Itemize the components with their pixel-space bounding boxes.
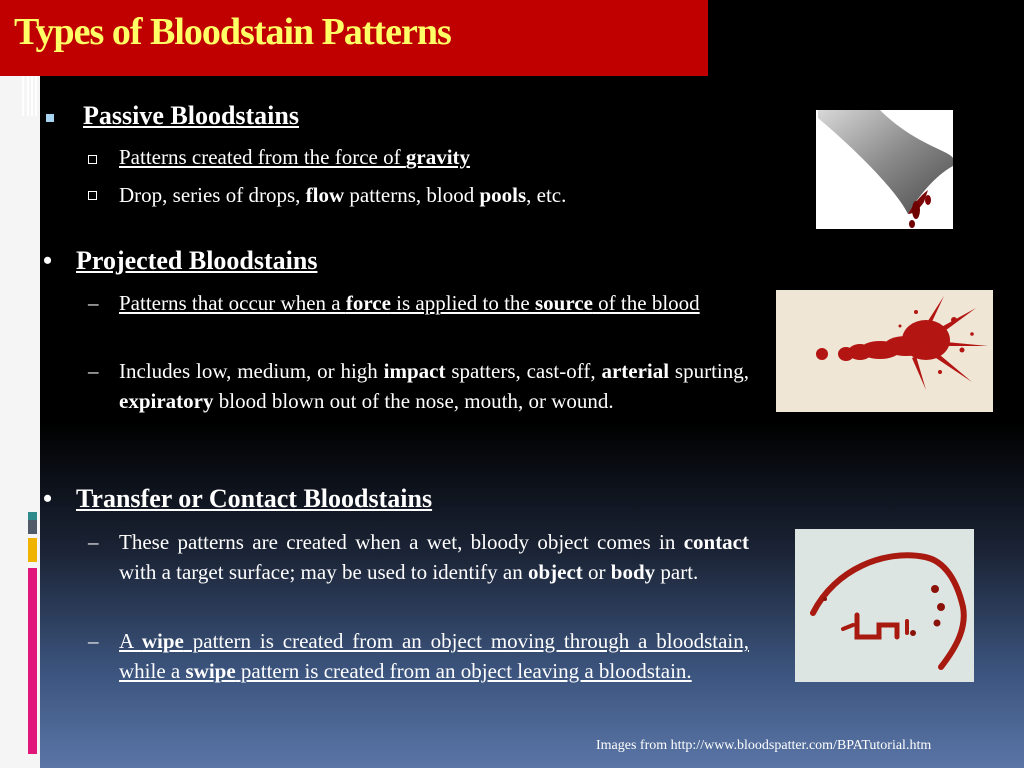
text-segment: Drop, series of drops,	[119, 183, 306, 207]
passive-heading: Passive Bloodstains	[83, 101, 299, 130]
bold-term-body: body	[610, 560, 656, 584]
text-segment: Patterns that occur when a	[119, 291, 346, 315]
decor-line-2	[27, 76, 29, 116]
hollow-square-bullet-icon	[88, 191, 97, 200]
bold-term-swipe: swipe	[185, 659, 236, 683]
transfer-heading: Transfer or Contact Bloodstains	[76, 484, 433, 513]
knife-drip-photo	[816, 110, 953, 229]
bold-term-wipe: wipe	[141, 629, 184, 653]
transfer-pattern-photo	[795, 529, 974, 682]
text-segment: blood blown out of the nose, mouth, or wound.	[213, 389, 614, 413]
text-segment: Patterns created from the force of	[119, 145, 406, 169]
bold-term-contact: contact	[683, 530, 749, 554]
bold-term-impact: impact	[383, 359, 446, 383]
decor-line-1	[22, 76, 24, 116]
passive-bullet-drops	[119, 180, 566, 210]
bold-term-flow: flow	[305, 183, 345, 207]
bullet-dot-icon: •	[43, 484, 53, 513]
bold-term-object: object	[527, 560, 583, 584]
projected-bullet-force	[119, 288, 749, 318]
decor-line-3	[31, 76, 33, 116]
bullet-dot-icon: •	[43, 246, 53, 275]
bold-term-arterial: arterial	[601, 359, 670, 383]
bold-term-pools: pools	[479, 183, 527, 207]
bold-term-expiratory: expiratory	[119, 389, 214, 413]
decor-line-4	[35, 76, 37, 116]
dash-bullet-icon: –	[88, 629, 99, 653]
bold-term-force: force	[345, 291, 391, 315]
image-credit: Images from http://www.bloodspatter.com/BPATutorial.htm	[596, 738, 932, 753]
projected-heading: Projected Bloodstains	[76, 246, 318, 275]
text-segment: with a target surface; may be used to identify an	[119, 560, 528, 584]
transfer-bullet-wipe-swipe	[119, 626, 749, 686]
square-bullet-icon	[46, 114, 54, 122]
transfer-stain-icon	[795, 529, 974, 682]
knife-blade-icon	[816, 110, 953, 229]
text-segment: pattern is created from an object moving through a bloodstain, while a	[119, 629, 749, 683]
transfer-bullet-contact	[119, 527, 749, 587]
accent-yellow	[28, 538, 37, 562]
passive-bullet-gravity	[119, 142, 470, 172]
accent-magenta	[28, 568, 37, 754]
bold-term-gravity: gravity	[405, 145, 471, 169]
dash-bullet-icon: –	[88, 291, 99, 315]
bold-term-source: source	[534, 291, 593, 315]
text-segment: of the blood	[592, 291, 700, 315]
dash-bullet-icon: –	[88, 359, 99, 383]
text-segment: , etc.	[526, 183, 567, 207]
text-segment: part.	[655, 560, 699, 584]
hollow-square-bullet-icon	[88, 155, 97, 164]
text-segment: patterns, blood	[344, 183, 480, 207]
text-segment: is applied to the	[390, 291, 535, 315]
text-segment: A	[119, 629, 142, 653]
dash-bullet-icon: –	[88, 530, 99, 554]
text-segment: spurting,	[669, 359, 749, 383]
projected-spatter-photo	[776, 290, 993, 412]
text-segment: These patterns are created when a wet, bloody object comes in	[119, 530, 684, 554]
spatter-stain-icon	[776, 290, 993, 412]
text-segment: spatters, cast-off,	[445, 359, 602, 383]
text-segment: Includes low, medium, or high	[119, 359, 384, 383]
text-segment: or	[582, 560, 611, 584]
accent-slate	[28, 520, 37, 534]
slide-title: Types of Bloodstain Patterns	[14, 11, 451, 53]
projected-bullet-impact	[119, 356, 749, 416]
text-segment: pattern is created from an object leaving a bloodstain.	[235, 659, 692, 683]
